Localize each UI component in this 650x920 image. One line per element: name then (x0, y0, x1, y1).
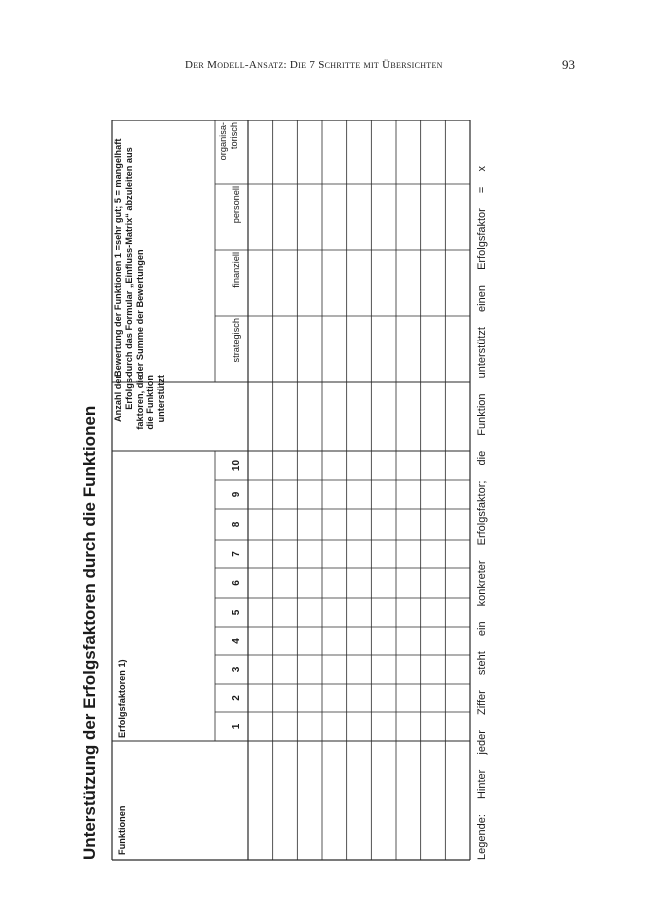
legend-word: = (476, 186, 488, 194)
factor-number: 10 (231, 459, 242, 472)
legend-word: Hinter (476, 769, 488, 800)
legend-word: ein (476, 621, 488, 637)
rating-subcolumn-label: organisa-torisch (218, 122, 239, 161)
factor-number: 6 (231, 580, 242, 586)
legend-word: Funktion (476, 393, 488, 436)
factor-number: 2 (231, 695, 242, 701)
header-functions: Funktionen (117, 805, 127, 855)
legend-word: unterstützt (476, 327, 488, 379)
rating-subcolumn-label: strategisch (231, 318, 241, 363)
table-title: Unterstützung der Erfolgsfaktoren durch die Funktionen (80, 405, 99, 860)
legend-word: Legende: (476, 814, 488, 860)
legend-word: Ziffer (476, 690, 488, 716)
rating-subcolumn-label: personell (231, 186, 241, 224)
factor-number: 8 (231, 521, 242, 528)
factor-number: 7 (231, 551, 242, 557)
legend-word: Erfolgsfaktor; (476, 480, 488, 546)
legend-word: jeder (476, 730, 488, 755)
factor-number: 3 (231, 666, 242, 673)
factor-number: 9 (231, 491, 242, 498)
legend (476, 166, 488, 860)
header-rating: Bewertung der Funktionen 1 =sehr gut; 5 = mangelhaft durch das Formular „Einfluss-Matrix“ abzuleiten aus der Summe der Bewertungen (113, 138, 145, 377)
running-head: Der Modell-Ansatz: Die 7 Schritte mit Übersichten (185, 59, 443, 71)
header-count: Anzahl der Erfolgs-faktoren, die die Funktion unterstützt (113, 375, 167, 430)
factor-number: 5 (231, 609, 242, 616)
legend-word: konkreter (476, 560, 488, 607)
legend-word: Erfolgsfaktor (476, 208, 488, 270)
rotated-table-block (80, 120, 500, 885)
legend-word: einen (476, 285, 488, 312)
rating-subcolumn-label: finanziell (231, 252, 241, 288)
factor-number: 1 (231, 723, 242, 730)
factor-number: 4 (231, 638, 242, 644)
header-factors: Erfolgsfaktoren 1) (117, 659, 127, 738)
legend-word: x (476, 166, 488, 172)
legend-word: steht (476, 651, 488, 676)
legend-word: die (476, 450, 488, 466)
page-number: 93 (562, 57, 575, 72)
